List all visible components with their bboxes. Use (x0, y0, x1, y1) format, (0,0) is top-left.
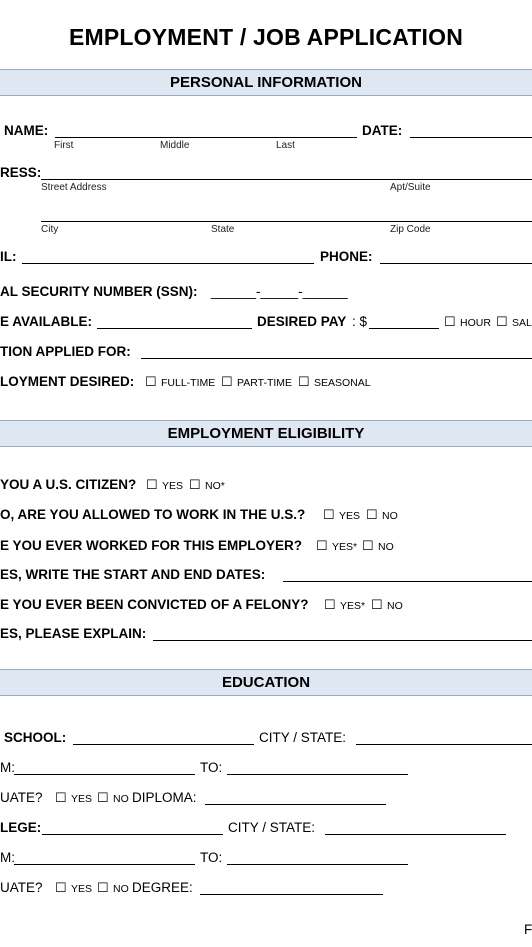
salary-checkbox[interactable]: ☐ (496, 314, 508, 329)
worked-yes-label: YES* (332, 541, 358, 553)
section-header-personal (0, 69, 532, 96)
desired-pay-prefix: : $ (352, 314, 368, 329)
high-school-to-label: TO: (200, 760, 223, 775)
diploma-field[interactable] (205, 804, 386, 805)
allowed-no-checkbox[interactable]: ☐ (366, 507, 378, 522)
apt-suite-caption: Apt/Suite (390, 182, 431, 193)
seasonal-label: SEASONAL (314, 377, 371, 389)
citizen-yes-label: YES (162, 480, 184, 492)
explain-label: ES, PLEASE EXPLAIN: (0, 626, 147, 641)
first-name-caption: First (54, 140, 74, 151)
phone-field[interactable] (380, 263, 532, 264)
college-graduate-label: UATE? (0, 880, 43, 895)
citizen-no-checkbox[interactable]: ☐ (189, 477, 201, 492)
position-label: TION APPLIED FOR: (0, 344, 131, 359)
salary-label: SAL (512, 317, 532, 329)
worked-before-question: E YOU EVER WORKED FOR THIS EMPLOYER? (0, 538, 303, 553)
college-city-state-field[interactable] (325, 834, 506, 835)
street-address-caption: Street Address (41, 182, 107, 193)
college-graduate-yes-checkbox[interactable]: ☐ (55, 880, 67, 895)
high-school-from-label: M: (0, 760, 15, 775)
section-title-education: EDUCATION (221, 674, 311, 691)
explain-field[interactable] (153, 640, 532, 641)
date-field[interactable] (410, 137, 532, 138)
desired-pay-field[interactable] (369, 328, 439, 329)
footer-fragment: F (524, 922, 532, 937)
section-title-eligibility: EMPLOYMENT ELIGIBILITY (167, 425, 365, 442)
part-time-checkbox[interactable]: ☐ (221, 374, 233, 389)
citizen-no-label: NO* (205, 480, 225, 492)
felony-yes-label: YES* (340, 600, 366, 612)
college-to-label: TO: (200, 850, 223, 865)
felony-yes-checkbox[interactable]: ☐ (324, 597, 336, 612)
diploma-label: DIPLOMA: (132, 790, 197, 805)
ssn-label: AL SECURITY NUMBER (SSN): (0, 284, 198, 299)
seasonal-checkbox[interactable]: ☐ (298, 374, 310, 389)
allowed-to-work-question: O, ARE YOU ALLOWED TO WORK IN THE U.S.? (0, 507, 306, 522)
college-label: LEGE: (0, 820, 42, 835)
state-caption: State (211, 224, 235, 235)
citizen-yes-checkbox[interactable]: ☐ (146, 477, 158, 492)
city-state-zip-field[interactable] (41, 221, 532, 222)
position-field[interactable] (141, 358, 532, 359)
address-label: RESS: (0, 165, 42, 180)
high-school-city-state-field[interactable] (356, 744, 532, 745)
college-field[interactable] (42, 834, 223, 835)
last-name-caption: Last (276, 140, 295, 151)
college-graduate-no-checkbox[interactable]: ☐ (97, 880, 109, 895)
degree-label: DEGREE: (132, 880, 193, 895)
high-school-graduate-yes-label: YES (71, 793, 93, 805)
high-school-graduate-yes-checkbox[interactable]: ☐ (55, 790, 67, 805)
felony-question: E YOU EVER BEEN CONVICTED OF A FELONY? (0, 597, 309, 612)
college-graduate-no-label: NO (113, 883, 129, 895)
ssn-field[interactable]: ______-_____-______ (211, 284, 348, 299)
felony-no-label: NO (387, 600, 403, 612)
high-school-to-field[interactable] (227, 774, 408, 775)
college-from-label: M: (0, 850, 15, 865)
high-school-graduate-label: UATE? (0, 790, 43, 805)
degree-field[interactable] (200, 894, 383, 895)
full-time-checkbox[interactable]: ☐ (145, 374, 157, 389)
high-school-label: SCHOOL: (4, 730, 67, 745)
hour-checkbox[interactable]: ☐ (444, 314, 456, 329)
street-address-field[interactable] (41, 179, 532, 180)
section-title-personal: PERSONAL INFORMATION (170, 74, 362, 91)
start-end-dates-field[interactable] (283, 581, 532, 582)
employment-desired-label: LOYMENT DESIRED: (0, 374, 135, 389)
date-label: DATE: (362, 123, 403, 138)
high-school-graduate-no-checkbox[interactable]: ☐ (97, 790, 109, 805)
zip-caption: Zip Code (390, 224, 431, 235)
desired-pay-label: DESIRED PAY (257, 314, 347, 329)
name-label: NAME: (4, 123, 49, 138)
high-school-city-state-label: CITY / STATE: (259, 730, 347, 745)
page-title: EMPLOYMENT / JOB APPLICATION (68, 24, 464, 50)
full-time-label: FULL-TIME (161, 377, 216, 389)
phone-label: PHONE: (320, 249, 373, 264)
college-from-field[interactable] (14, 864, 195, 865)
worked-no-label: NO (378, 541, 394, 553)
email-label: IL: (0, 249, 17, 264)
section-header-eligibility (0, 420, 532, 447)
felony-no-checkbox[interactable]: ☐ (371, 597, 383, 612)
date-available-field[interactable] (97, 328, 252, 329)
college-graduate-yes-label: YES (71, 883, 93, 895)
allowed-yes-checkbox[interactable]: ☐ (323, 507, 335, 522)
worked-no-checkbox[interactable]: ☐ (362, 538, 374, 553)
high-school-graduate-no-label: NO (113, 793, 129, 805)
date-available-label: E AVAILABLE: (0, 314, 92, 329)
section-header-education (0, 669, 532, 696)
high-school-from-field[interactable] (14, 774, 195, 775)
college-to-field[interactable] (227, 864, 408, 865)
part-time-label: PART-TIME (237, 377, 293, 389)
allowed-no-label: NO (382, 510, 398, 522)
worked-yes-checkbox[interactable]: ☐ (316, 538, 328, 553)
allowed-yes-label: YES (339, 510, 361, 522)
citizen-question: YOU A U.S. CITIZEN? (0, 477, 137, 492)
middle-name-caption: Middle (160, 140, 190, 151)
college-city-state-label: CITY / STATE: (228, 820, 316, 835)
start-end-dates-label: ES, WRITE THE START AND END DATES: (0, 567, 266, 582)
high-school-field[interactable] (73, 744, 254, 745)
name-field[interactable] (55, 137, 357, 138)
hour-label: HOUR (460, 317, 491, 329)
email-field[interactable] (22, 263, 314, 264)
city-caption: City (41, 224, 59, 235)
